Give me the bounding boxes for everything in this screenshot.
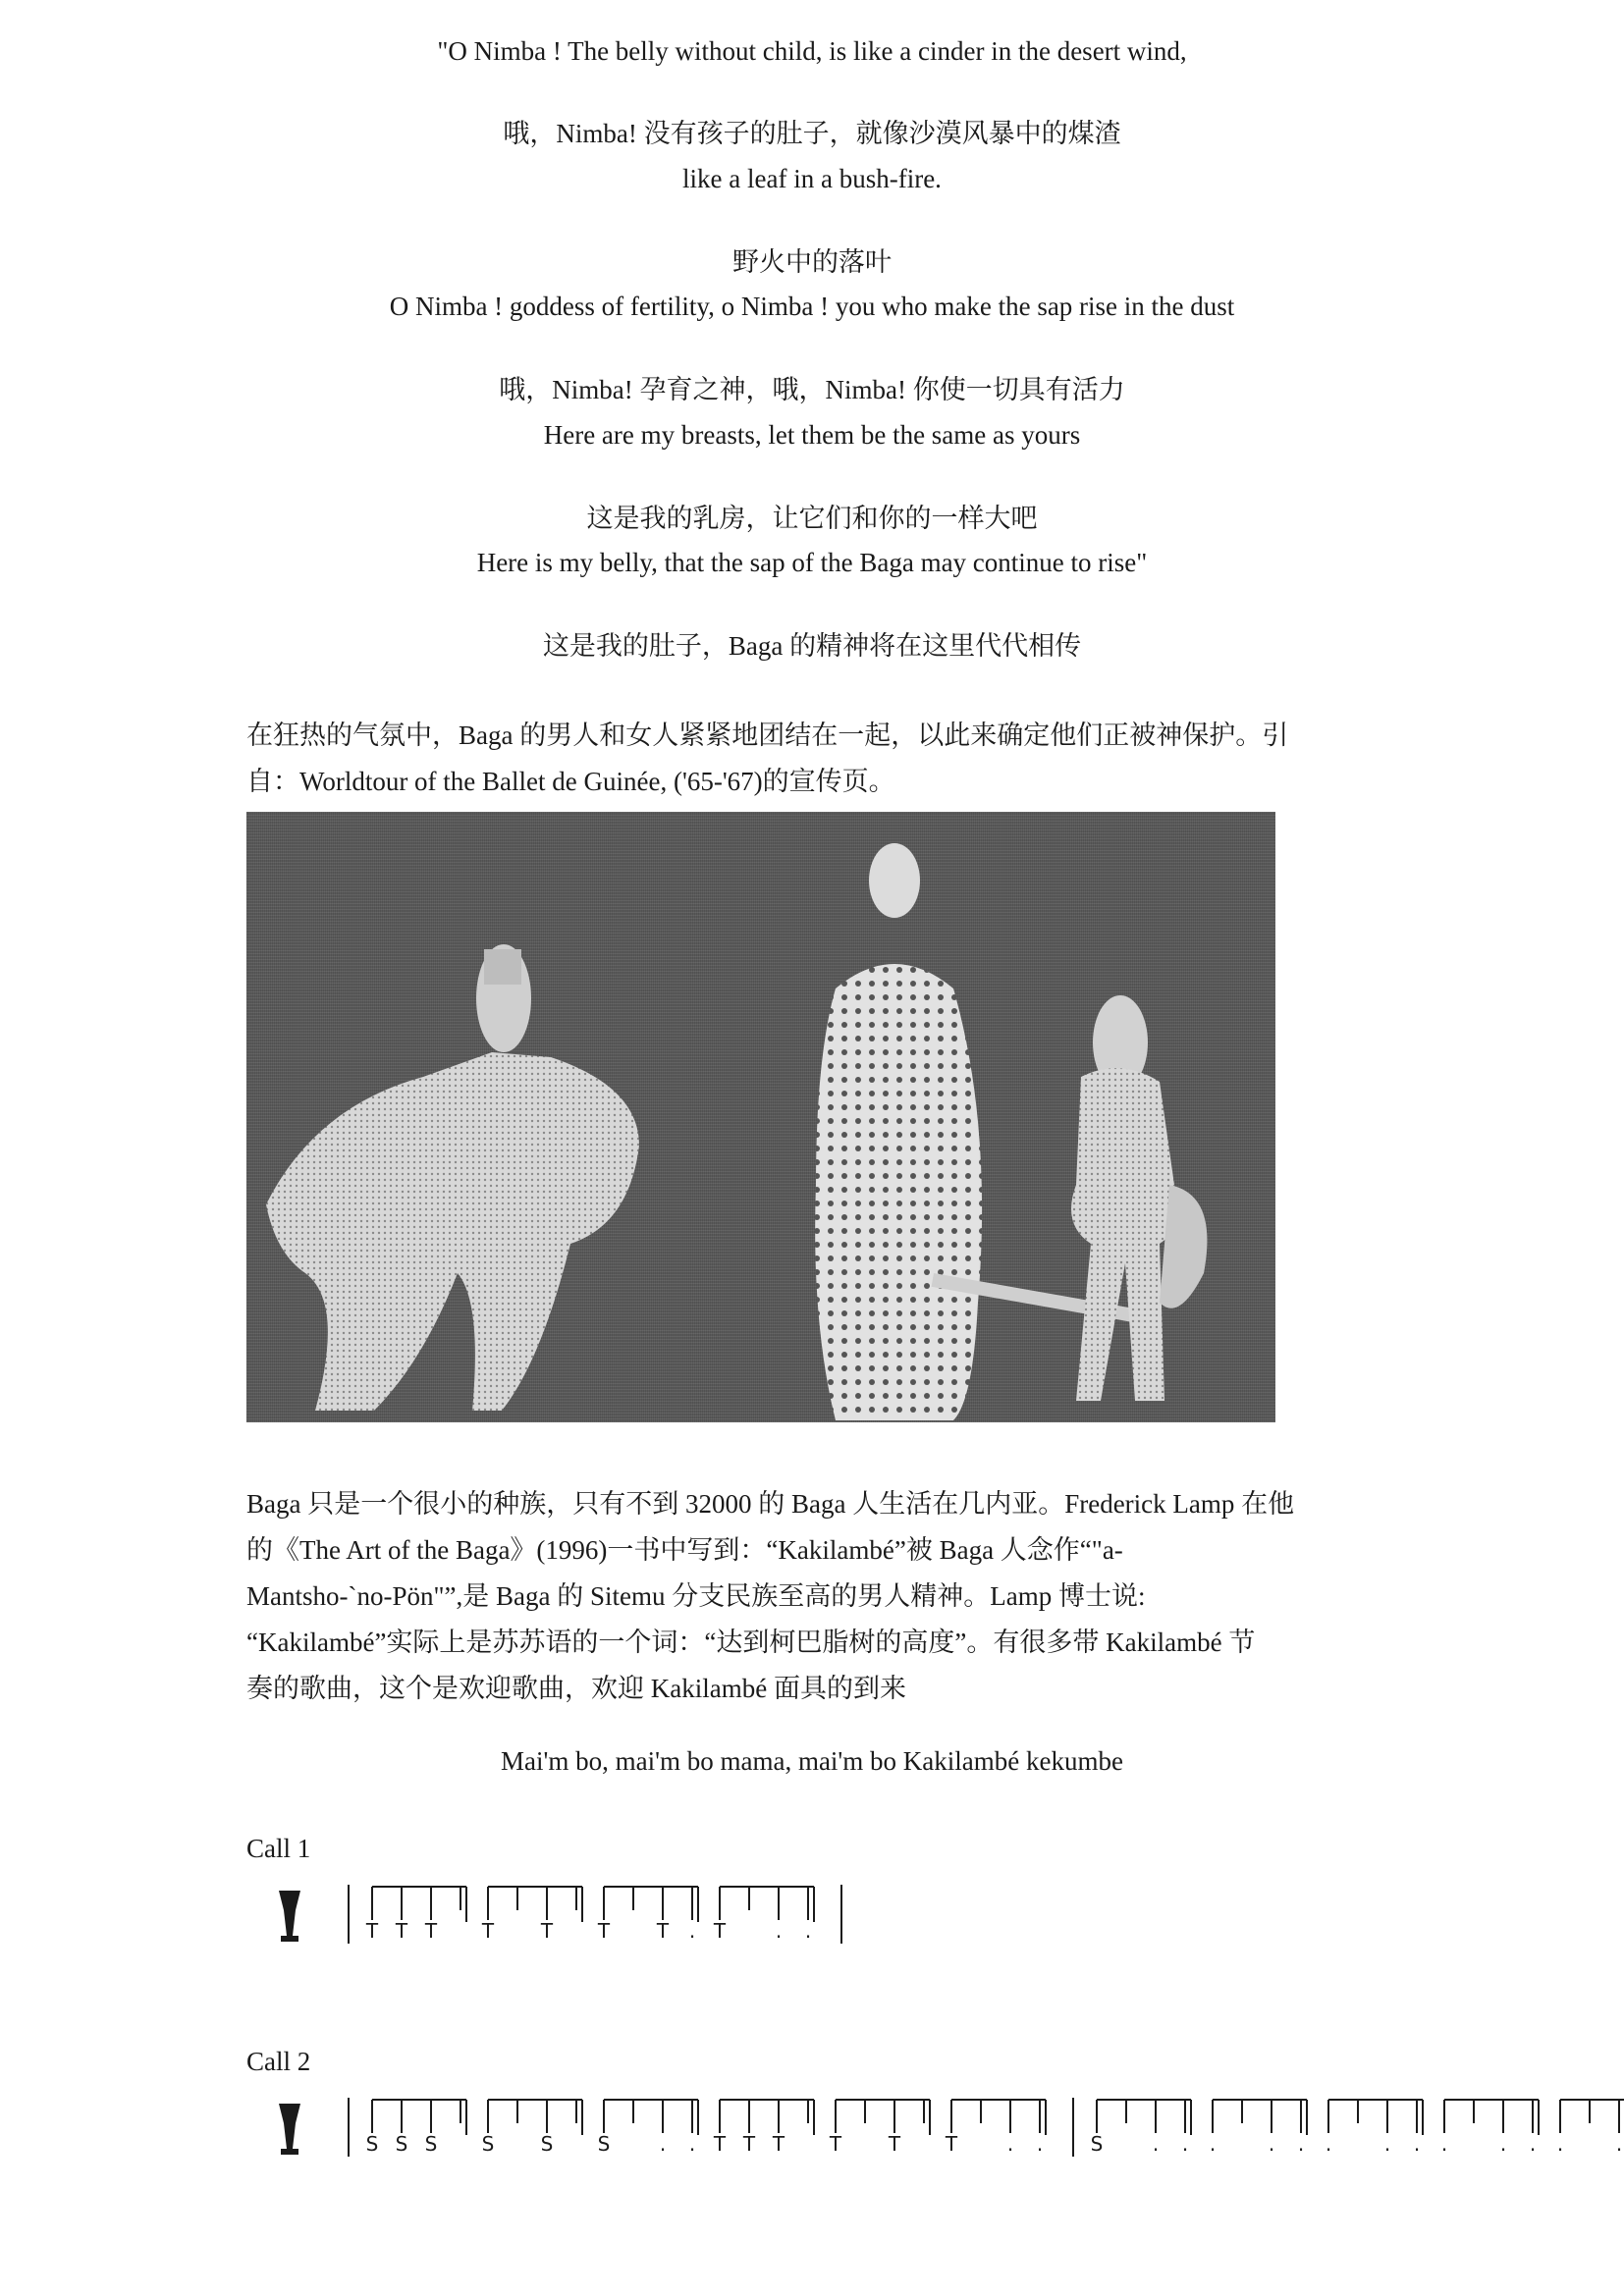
stroke-note: T [365,1919,379,1943]
djembe-base [281,1936,298,1942]
djembe-icon [279,2104,300,2155]
poem-line: O Nimba ! goddess of fertility, o Nimba ! you who make the sap rise in the dust [389,292,1235,321]
stroke-note: . [1006,2132,1014,2156]
stroke-note: . [1297,2132,1305,2156]
poem-line: 哦，Nimba! 孕育之神，哦，Nimba! 你使一切具有活力 [499,375,1125,404]
poem-line: 这是我的乳房，让它们和你的一样大吧 [586,504,1038,533]
paragraph-line: 奏的歌曲，这个是欢迎歌曲，欢迎 Kakilambé 面具的到来 [246,1674,906,1703]
stroke-note: . [1556,2132,1564,2156]
stroke-note: . [775,1919,783,1943]
right-dancer [1071,995,1207,1401]
stroke-note: T [424,1919,438,1943]
body-paragraph [246,1481,1435,1712]
caption-line: 自：Worldtour of the Ballet de Guinée, ('65-'67)的宣传页。 [246,767,895,796]
stroke-note: T [656,1919,670,1943]
caption-line: 在狂热的气氛中，Baga 的男人和女人紧紧地团结在一起，以此来确定他们正被神保护。引 [246,721,1289,750]
djembe-base [281,2149,298,2155]
stroke-note: S [540,2132,554,2156]
stroke-note: T [772,2132,785,2156]
stroke-note: S [481,2132,495,2156]
poem-line: Here are my breasts, let them be the same as yours [543,420,1081,450]
stroke-note: . [1529,2132,1537,2156]
stroke-note: T [888,2132,901,2156]
stroke-note: . [1268,2132,1275,2156]
stroke-note: . [1440,2132,1448,2156]
poem-line: Here is my belly, that the sap of the Baga may continue to rise" [476,548,1148,577]
call-1-notation [246,1875,1405,1963]
stroke-note: T [829,2132,842,2156]
stroke-note: . [1181,2132,1189,2156]
poem-line: 哦，Nimba! 没有孩子的肚子，就像沙漠风暴中的煤渣 [503,119,1121,148]
stroke-note: . [1499,2132,1507,2156]
stroke-note: . [1413,2132,1421,2156]
stroke-note: T [742,2132,756,2156]
stroke-note: . [1209,2132,1217,2156]
photo-caption [246,713,1435,805]
stroke-note: T [713,2132,727,2156]
poem-line: 这是我的肚子，Baga 的精神将在这里代代相传 [542,631,1082,661]
paragraph-line: 的《The Art of the Baga》(1996)一书中写到：“Kakilambé”被 Baga 人念作“"a- [246,1535,1123,1565]
stroke-note: S [1090,2132,1104,2156]
stroke-note: T [481,1919,495,1943]
poem-line: "O Nimba ! The belly without child, is like a cinder in the desert wind, [437,36,1187,66]
stroke-note: . [804,1919,812,1943]
paragraph-line: Baga 只是一个很小的种族，只有不到 32000 的 Baga 人生活在几内亚。Frederick Lamp 在他 [246,1489,1295,1519]
stroke-note: T [713,1919,727,1943]
stroke-note: . [1152,2132,1160,2156]
stroke-note: T [395,1919,408,1943]
stroke-note: . [1036,2132,1044,2156]
stroke-note: S [395,2132,408,2156]
call-2-notation [246,2088,1623,2176]
djembe-icon [279,1891,300,1942]
song-line: Mai'm bo, mai'm bo mama, mai'm bo Kakilambé kekumbe [501,1746,1123,1776]
stroke-note: S [365,2132,379,2156]
stroke-note: . [688,2132,696,2156]
stroke-note: S [424,2132,438,2156]
djembe-body [279,2104,300,2149]
paragraph-line: Mantsho-`no-Pön"”,是 Baga 的 Sitemu 分支民族至高的男人精神。Lamp 博士说: [246,1581,1146,1611]
poem-line: 野火中的落叶 [732,247,892,277]
stroke-note: S [597,2132,611,2156]
stroke-note: T [597,1919,611,1943]
ballet-photo [246,812,1275,1422]
call-1-label: Call 1 [246,1834,311,1863]
call-2-label: Call 2 [246,2047,311,2076]
left-dancer [266,944,639,1411]
stroke-note: T [945,2132,958,2156]
stroke-note: . [1325,2132,1332,2156]
stroke-note: . [688,1919,696,1943]
paragraph-line: “Kakilambé”实际上是苏苏语的一个词：“达到柯巴脂树的高度”。有很多带 Kakilambé 节 [246,1628,1256,1657]
stroke-note: . [659,2132,667,2156]
djembe-body [279,1891,300,1936]
stroke-note: T [540,1919,554,1943]
stroke-note: . [1383,2132,1391,2156]
stroke-note: . [1615,2132,1623,2156]
poem-line: like a leaf in a bush-fire. [682,164,942,193]
photo-figures [246,812,1275,1422]
